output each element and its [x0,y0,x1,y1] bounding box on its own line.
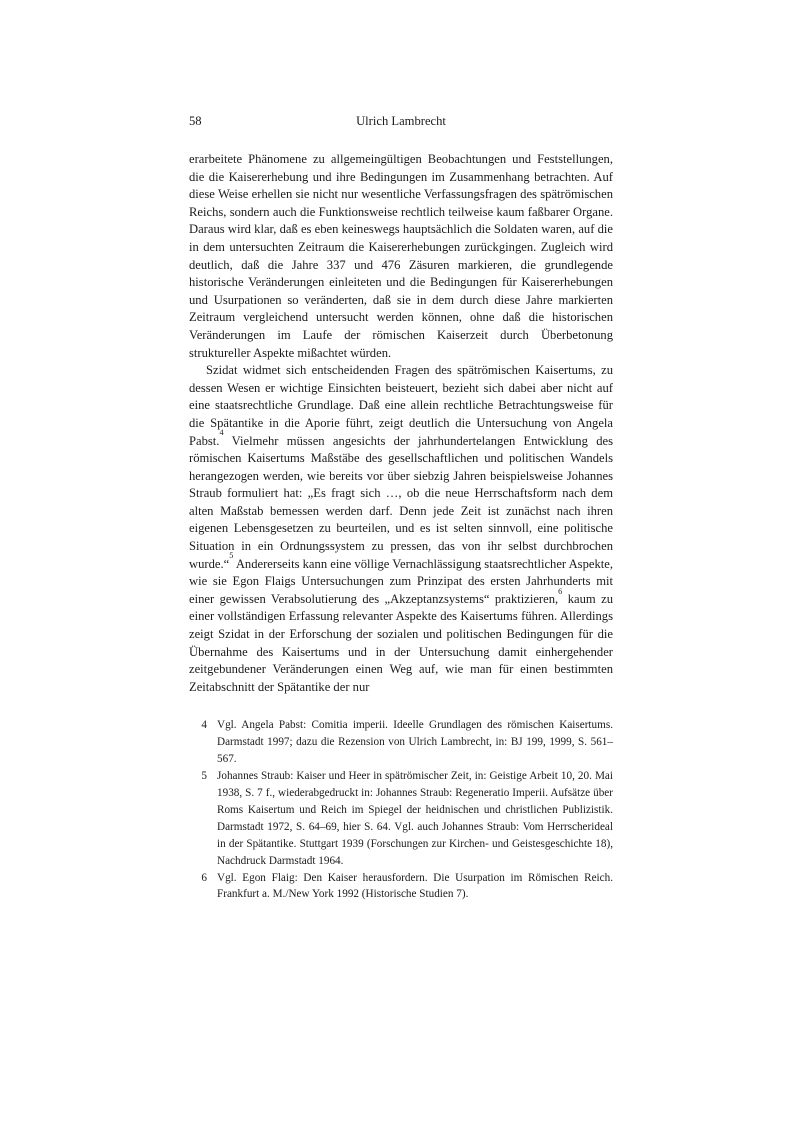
footnote-number: 6 [201,871,207,884]
footnote-number: 4 [201,719,207,732]
footnote-ref-5: 5 [229,551,234,561]
paragraph-text: Vielmehr müssen angesichts der jahrhundertelangen Entwicklung des römischen Kaisertums Maßstäbe des gesellschaftlichen und politischen Wandels herangezogen werden, wie bereits vor über siebzig Jahren beispielsweise Johannes Straub formuliert hat: „Es fragt sich …, ob die neue Herrschaftsform nach dem alten Maßstab bemessen werden darf. Denn jede Zeit ist zunächst nach ihren eigenen Lebensgesetzen zu beurteilen, und es ist selten sinnvoll, eine politische Situation in ein Ordnungssystem zu pressen, das von ihr selbst durchbrochen wurde.“ [189,433,613,571]
paragraph-text: Szidat widmet sich entscheidenden Fragen des spätrömischen Kaisertums, zu dessen Wesen er wichtige Einsichten beisteuert, bezieht sich dabei aber nicht auf eine staatsrechtliche Grundlage. Daß eine allein rechtliche Betrachtungsweise für die Spätantike in die Aporie führt, zeigt deutlich die Untersuchung von Angela Pabst. [189,363,613,448]
body-paragraph-1: erarbeitete Phänomene zu allgemeingültigen Beobachtungen und Feststellungen, die die Kaisererhebung und ihre Bedingungen im Zusammenhang betrachten. Auf diese Weise erhellen sie nicht nur wesentliche Verfassungsfragen des spätrömischen Reichs, sondern auch die Funktionsweise rechtlich teilweise kaum faßbarer Organe. Daraus wird klar, daß es eben keineswegs hauptsächlich die Soldaten waren, auf die in dem untersuchten Zeitraum die Kaisererhebungen zurückgingen. Zugleich wird deutlich, daß die Jahre 337 und 476 Zäsuren markieren, die grundlegende historische Veränderungen einleiteten und die Bedingungen für Kaisererhebungen und Usurpationen so veränderten, daß sie in dem durch diese Jahre markierten Zeitraum vergleichend untersucht werden können, ohne daß die historischen Veränderungen im Laufe der römischen Kaiserzeit durch Überbetonung struktureller Aspekte mißachtet würden. [189,152,613,360]
footnote-ref-6: 6 [558,586,563,596]
running-title: Ulrich Lambrecht [356,114,446,128]
footnote-4 [189,717,613,768]
footnote-text: Vgl. Angela Pabst: Comitia imperii. Ideelle Grundlagen des römischen Kaisertums. Darmstadt 1997; dazu die Rezension von Ulrich Lambrecht, in: BJ 199, 1999, S. 561–567. [217,719,613,766]
footnote-ref-4: 4 [219,428,224,438]
footnote-number: 5 [201,770,207,783]
text-body [189,151,613,903]
footnotes-section [189,717,613,903]
footnote-6 [189,870,613,904]
footnote-5 [189,768,613,869]
page-header [189,114,613,129]
footnote-text: Vgl. Egon Flaig: Den Kaiser herausfordern. Die Usurpation im Römischen Reich. Frankfurt a. M./New York 1992 (Historische Studien 7). [217,871,613,901]
footnote-text: Johannes Straub: Kaiser und Heer in spätrömischer Zeit, in: Geistige Arbeit 10, 20. Mai 1938, S. 7 f., wiederabgedruckt in: Johannes Straub: Regeneratio Imperii. Aufsätze über Roms Kaisertum und Reich im Spiegel der heidnischen und christlichen Publizistik. Darmstadt 1972, S. 64–69, hier S. 64. Vgl. auch Johannes Straub: Vom Herrscherideal in der Spätantike. Stuttgart 1939 (Forschungen zur Kirchen- und Geistesgeschichte 18), Nachdruck Darmstadt 1964. [217,770,613,867]
body-paragraph-2 [189,362,613,696]
page-number: 58 [189,114,202,128]
paragraph-text: Andererseits kann eine völlige Vernachlässigung staatsrechtlicher Aspekte, wie sie Egon Flaigs Untersuchungen zum Prinzipat des ersten Jahrhunderts mit einer gewissen Verabsolutierung des „Akzeptanzsystems“ praktizieren, [189,556,613,606]
paragraph-text: kaum zu einer vollständigen Erfassung relevanter Aspekte des Kaisertums führen. Allerdings zeigt Szidat in der Erforschung der sozialen und politischen Bedingungen für die Übernahme des Kaisertums und in der Untersuchung damit einhergehender zeitgebundener Veränderungen einen Weg auf, wie man für einen bestimmten Zeitabschnitt der Spätantike der nur [189,591,613,694]
